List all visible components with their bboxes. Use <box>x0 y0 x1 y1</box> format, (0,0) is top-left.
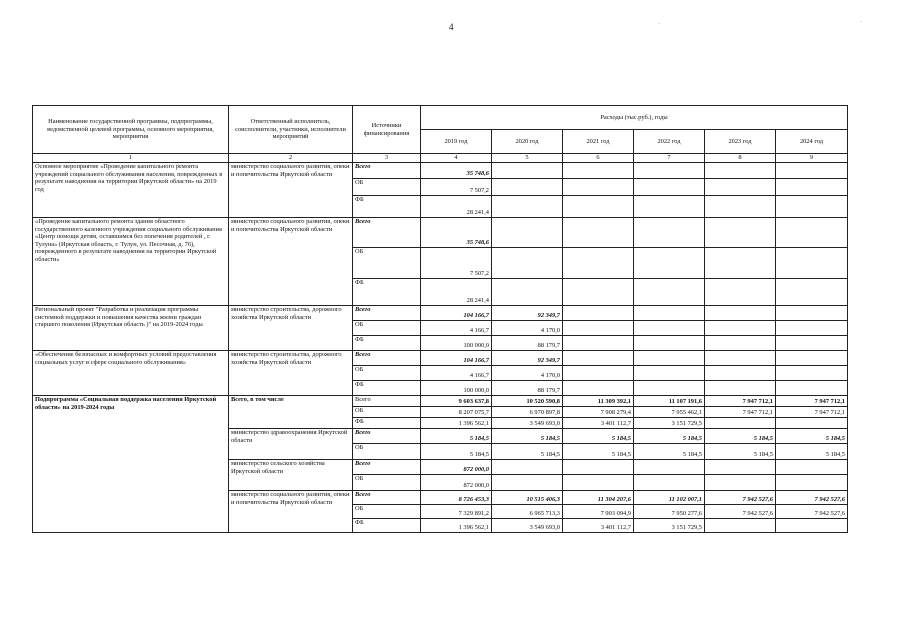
value-cell <box>492 279 563 306</box>
value-cell: 5 184,5 <box>421 429 492 444</box>
value-cell <box>634 248 705 279</box>
value-cell: 5 184,5 <box>705 444 776 460</box>
value-cell <box>492 460 563 475</box>
column-number: 6 <box>563 154 634 163</box>
value-cell <box>705 460 776 475</box>
value-cell: 104 166,7 <box>421 306 492 321</box>
value-cell <box>634 366 705 381</box>
column-number: 2 <box>229 154 353 163</box>
col-header-executor: Ответственный исполнитель, соисполнители, участники, исполнители мероприятий <box>229 106 353 154</box>
value-cell: 5 184,5 <box>705 429 776 444</box>
source-cell: ФБ <box>353 196 421 218</box>
value-cell: 7 329 891,2 <box>421 505 492 519</box>
value-cell <box>563 196 634 218</box>
value-cell <box>705 179 776 196</box>
value-cell <box>776 381 848 396</box>
value-cell: 7 908 279,4 <box>563 407 634 418</box>
executor-cell: министерство социального развития, опеки и попечительства Иркутской области <box>229 163 353 218</box>
source-cell: ОБ <box>353 179 421 196</box>
value-cell: 5 184,5 <box>492 429 563 444</box>
value-cell: 7 942 527,6 <box>776 491 848 505</box>
subprogram-name: Подпрограмма «Социальная поддержка населения Иркутской области» на 2019-2024 годы <box>33 396 229 533</box>
value-cell: 5 184,5 <box>563 444 634 460</box>
value-cell <box>705 196 776 218</box>
value-cell: 5 184,5 <box>634 444 705 460</box>
value-cell <box>776 366 848 381</box>
value-cell <box>705 248 776 279</box>
source-cell: ФБ <box>353 519 421 533</box>
value-cell <box>776 475 848 491</box>
value-cell <box>776 196 848 218</box>
source-cell: ОБ <box>353 321 421 336</box>
column-number: 8 <box>705 154 776 163</box>
value-cell <box>705 306 776 321</box>
value-cell: 7 507,2 <box>421 179 492 196</box>
value-cell <box>563 381 634 396</box>
value-cell: 5 184,5 <box>776 444 848 460</box>
value-cell <box>563 366 634 381</box>
budget-table <box>32 105 848 533</box>
col-header-year: 2022 год <box>634 130 705 154</box>
value-cell <box>634 381 705 396</box>
page-number: 4 <box>449 22 454 32</box>
table-row <box>33 306 848 321</box>
col-header-year: 2019 год <box>421 130 492 154</box>
value-cell <box>776 306 848 321</box>
value-cell: 4 166,7 <box>421 321 492 336</box>
value-cell: 5 184,5 <box>776 429 848 444</box>
value-cell <box>634 460 705 475</box>
value-cell <box>634 218 705 248</box>
value-cell <box>776 519 848 533</box>
value-cell: 100 000,0 <box>421 336 492 351</box>
value-cell: 7 950 277,6 <box>634 505 705 519</box>
value-cell: 11 107 191,6 <box>634 396 705 407</box>
value-cell <box>776 351 848 366</box>
source-cell: ОБ <box>353 366 421 381</box>
activity-name: «Обеспечение безопасных и комфортных условий предоставления социальных услуг в сфере социального обслуживания» <box>33 351 229 396</box>
source-cell: Всего <box>353 306 421 321</box>
col-header-name: Наименование государственной программы, подпрограммы, ведомственной целевой программы, основного мероприятия, мероприятия <box>33 106 229 154</box>
value-cell: 88 179,7 <box>492 381 563 396</box>
value-cell <box>563 351 634 366</box>
value-cell <box>776 218 848 248</box>
col-header-source: Источники финансирования <box>353 106 421 154</box>
value-cell <box>634 163 705 179</box>
source-cell: Всего <box>353 429 421 444</box>
value-cell: 5 184,5 <box>492 444 563 460</box>
column-number: 1 <box>33 154 229 163</box>
value-cell: 3 401 112,7 <box>563 519 634 533</box>
value-cell <box>634 279 705 306</box>
activity-name: Региональный проект "Разработка и реализация программы системной поддержки и повышения качества жизни граждан старшего поколения (Иркутская область )" на 2019-2024 годы <box>33 306 229 351</box>
value-cell: 7 955 462,1 <box>634 407 705 418</box>
value-cell: 92 349,7 <box>492 351 563 366</box>
value-cell: 7 942 527,6 <box>705 491 776 505</box>
source-cell: ОБ <box>353 475 421 491</box>
col-header-year: 2024 год <box>776 130 848 154</box>
value-cell <box>705 366 776 381</box>
value-cell <box>634 351 705 366</box>
source-cell: ФБ <box>353 381 421 396</box>
table-row <box>33 396 848 407</box>
value-cell <box>705 321 776 336</box>
value-cell: 35 748,6 <box>421 163 492 179</box>
value-cell: 7 942 527,6 <box>705 505 776 519</box>
executor-cell: Всего, в том числе <box>229 396 353 429</box>
scan-speck: · <box>658 20 661 28</box>
activity-name: Основное мероприятие «Проведение капитального ремонта учреждений социального обслуживания населения, поврежденных в результате наводнения на территории Иркутской области» на 2019 год <box>33 163 229 218</box>
value-cell <box>776 163 848 179</box>
column-number: 9 <box>776 154 848 163</box>
value-cell: 8 207 075,7 <box>421 407 492 418</box>
value-cell <box>563 336 634 351</box>
source-cell: Всего <box>353 163 421 179</box>
source-cell: Всего <box>353 351 421 366</box>
value-cell <box>634 306 705 321</box>
value-cell <box>563 218 634 248</box>
value-cell: 9 603 637,8 <box>421 396 492 407</box>
value-cell: 4 166,7 <box>421 366 492 381</box>
table-row <box>33 163 848 179</box>
col-header-expenses: Расходы (тыс.руб.), годы <box>421 106 848 130</box>
column-number: 3 <box>353 154 421 163</box>
value-cell <box>776 179 848 196</box>
source-cell: ФБ <box>353 279 421 306</box>
value-cell <box>492 179 563 196</box>
source-cell: ОБ <box>353 407 421 418</box>
value-cell: 3 549 693,0 <box>492 519 563 533</box>
value-cell: 7 947 712,1 <box>776 407 848 418</box>
value-cell <box>705 279 776 306</box>
column-number: 4 <box>421 154 492 163</box>
value-cell: 4 170,0 <box>492 366 563 381</box>
source-cell: ФБ <box>353 336 421 351</box>
value-cell <box>634 196 705 218</box>
value-cell: 7 947 712,1 <box>705 396 776 407</box>
value-cell: 88 179,7 <box>492 336 563 351</box>
col-header-year: 2021 год <box>563 130 634 154</box>
value-cell: 3 401 112,7 <box>563 418 634 429</box>
value-cell <box>634 321 705 336</box>
executor-cell: министерство строительства, дорожного хозяйства Иркутской области <box>229 306 353 351</box>
value-cell <box>492 196 563 218</box>
value-cell: 1 396 562,1 <box>421 519 492 533</box>
value-cell <box>634 475 705 491</box>
value-cell <box>705 519 776 533</box>
source-cell: ОБ <box>353 505 421 519</box>
source-cell: Всего <box>353 491 421 505</box>
executor-cell: министерство строительства, дорожного хозяйства Иркутской области <box>229 351 353 396</box>
value-cell: 872 000,0 <box>421 460 492 475</box>
scan-speck: · <box>860 18 863 26</box>
source-cell: Всего <box>353 460 421 475</box>
value-cell <box>492 218 563 248</box>
col-header-year: 2020 год <box>492 130 563 154</box>
value-cell: 7 947 712,1 <box>705 407 776 418</box>
value-cell <box>492 475 563 491</box>
value-cell: 3 151 729,5 <box>634 519 705 533</box>
value-cell: 104 166,7 <box>421 351 492 366</box>
source-cell: ФБ <box>353 418 421 429</box>
value-cell: 872 000,0 <box>421 475 492 491</box>
value-cell <box>563 321 634 336</box>
value-cell: 6 965 713,3 <box>492 505 563 519</box>
source-cell: ОБ <box>353 248 421 279</box>
column-number: 5 <box>492 154 563 163</box>
executor-cell: министерство сельского хозяйства Иркутской области <box>229 460 353 491</box>
value-cell <box>776 418 848 429</box>
value-cell: 3 151 729,5 <box>634 418 705 429</box>
value-cell: 28 241,4 <box>421 279 492 306</box>
value-cell <box>776 321 848 336</box>
value-cell: 92 349,7 <box>492 306 563 321</box>
executor-cell: министерство социального развития, опеки и попечительства Иркутской области <box>229 218 353 306</box>
executor-cell: министерство здравоохранения Иркутской области <box>229 429 353 460</box>
value-cell: 11 304 207,6 <box>563 491 634 505</box>
value-cell: 1 396 562,1 <box>421 418 492 429</box>
value-cell: 7 942 527,6 <box>776 505 848 519</box>
value-cell: 8 726 453,3 <box>421 491 492 505</box>
value-cell <box>492 248 563 279</box>
source-cell: Всего <box>353 396 421 407</box>
value-cell: 6 970 897,8 <box>492 407 563 418</box>
value-cell <box>705 218 776 248</box>
column-number: 7 <box>634 154 705 163</box>
value-cell: 100 000,0 <box>421 381 492 396</box>
value-cell: 7 507,2 <box>421 248 492 279</box>
value-cell <box>705 163 776 179</box>
source-cell: Всего <box>353 218 421 248</box>
value-cell <box>563 163 634 179</box>
value-cell <box>563 248 634 279</box>
value-cell <box>705 475 776 491</box>
value-cell <box>705 381 776 396</box>
value-cell <box>634 179 705 196</box>
value-cell: 28 241,4 <box>421 196 492 218</box>
value-cell: 5 184,5 <box>421 444 492 460</box>
value-cell <box>563 179 634 196</box>
table-row <box>33 218 848 248</box>
value-cell <box>705 336 776 351</box>
value-cell: 10 515 406,3 <box>492 491 563 505</box>
value-cell: 11 102 007,1 <box>634 491 705 505</box>
activity-name: «Проведение капитального ремонта здания областного государственного казенного учреждения социального обслуживания «Центр помощи детям, оставшимся без попечения родителей , г. Тулуна» (Иркутская область, г. Тулун, ул. Песочная, д. 76), поврежденного в результате наводнения на территории Иркутской области» <box>33 218 229 306</box>
value-cell: 4 170,0 <box>492 321 563 336</box>
value-cell <box>563 475 634 491</box>
value-cell: 7 947 712,1 <box>776 396 848 407</box>
value-cell <box>705 418 776 429</box>
value-cell: 5 184,5 <box>563 429 634 444</box>
value-cell <box>776 279 848 306</box>
value-cell: 35 748,6 <box>421 218 492 248</box>
value-cell <box>776 460 848 475</box>
value-cell <box>563 460 634 475</box>
value-cell: 3 549 693,0 <box>492 418 563 429</box>
value-cell <box>776 248 848 279</box>
executor-cell: министерство социального развития, опеки и попечительства Иркутской области <box>229 491 353 533</box>
value-cell: 11 309 392,1 <box>563 396 634 407</box>
value-cell <box>563 279 634 306</box>
value-cell: 7 903 094,9 <box>563 505 634 519</box>
value-cell <box>492 163 563 179</box>
value-cell <box>563 306 634 321</box>
value-cell <box>634 336 705 351</box>
value-cell <box>705 351 776 366</box>
value-cell: 5 184,5 <box>634 429 705 444</box>
source-cell: ОБ <box>353 444 421 460</box>
table-row <box>33 351 848 366</box>
value-cell: 10 520 590,8 <box>492 396 563 407</box>
col-header-year: 2023 год <box>705 130 776 154</box>
value-cell <box>776 336 848 351</box>
